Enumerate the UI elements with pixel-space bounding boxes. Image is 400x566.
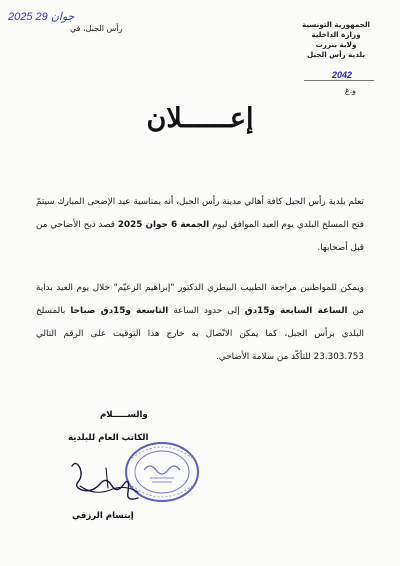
closing-salutation: والســـــلام [100, 410, 148, 420]
announcement-paragraph-2 [36, 277, 364, 369]
reference-number: 2042 [331, 70, 352, 80]
paragraph-2-text-b: إلى حدود الساعة [168, 306, 245, 316]
reference-suffix: و.غ [344, 86, 356, 95]
header-line-municipality: بلدية رأس الجبل [306, 50, 366, 59]
signatory-name: إبتسام الرزقي [72, 511, 134, 521]
date-stamp: 2025 جوان 29 [8, 11, 75, 23]
announcement-paragraph-1 [36, 191, 364, 260]
header-line-republic: الجمهورية التونسية [301, 20, 371, 29]
paragraph-2-start-time: الساعة السابعة و15دق [244, 306, 348, 316]
handwritten-signature [66, 456, 151, 504]
paragraph-1-date: الجمعة 6 جوان 2025 [117, 220, 210, 230]
reference-underline [304, 80, 374, 81]
paragraph-1-text-b: قصد ذبح الأضاحي من قبل أصحابها. [36, 220, 364, 253]
page-title: إعــــــلان [146, 103, 254, 134]
paragraph-2-text-a: ويمكن للمواطنين مراجعة الطبيب البيطري الدكتور "إبراهيم الزعيّم" خلال يوم العيد بداية من [36, 283, 364, 316]
paragraph-2-end-time: التاسعة و15دق صباحا [70, 306, 169, 316]
header-line-governorate: ولاية بنزرت [315, 40, 357, 49]
signatory-role: الكاتب العام للبلدية [68, 433, 149, 443]
official-header [296, 20, 376, 60]
paragraph-1-text-a: تعلم بلدية رأس الجبل كافة أهالي مدينة رأس الجبل، أنه بمناسبة عيد الإضحى المبارك سيتمّ فتح المسلخ البلدي يوم العيد الموافق ليوم [36, 197, 364, 230]
place-date-label: رأس الجبل، في [70, 24, 123, 33]
header-line-ministry: وزارة الداخلية [311, 30, 361, 39]
paragraph-2-text-c: بالمسلخ البلدي برأس الجبل، كما يمكن الاتّصال به خارج هذا التوقيت على الرقم التالي 23.303.753 للتأكّد من سلامة الأضاحي. [36, 306, 364, 362]
